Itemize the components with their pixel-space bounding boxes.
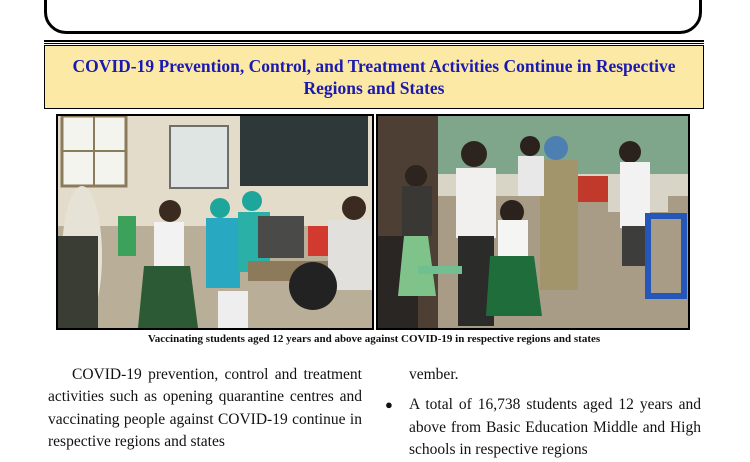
headline-box xyxy=(44,45,704,109)
notice-box xyxy=(44,0,702,34)
divider-thin xyxy=(44,43,704,44)
bullet-item xyxy=(385,394,701,461)
divider-thick xyxy=(44,40,704,42)
photo-caption: Vaccinating students aged 12 years and above against COVID-19 in respective regions and states xyxy=(147,333,601,345)
article-right-continuation: vember. xyxy=(409,366,459,383)
article-left-column xyxy=(48,364,362,454)
bullet-icon: ● xyxy=(385,397,393,413)
article-left-paragraph: COVID-19 prevention, control and treatment activities such as opening quarantine centres and vaccinating people against COVID-19 continue in respective regions and states xyxy=(48,366,362,451)
bullet-text: A total of 16,738 students aged 12 years and above from Basic Education Middle and High schools in respective regions xyxy=(409,396,701,459)
article-right-column xyxy=(385,364,701,462)
photo-classroom-vaccination xyxy=(56,114,374,330)
headline-title: COVID-19 Prevention, Control, and Treatment Activities Continue in Respective Regions and States xyxy=(72,56,676,98)
photo-hall-vaccination xyxy=(376,114,690,330)
